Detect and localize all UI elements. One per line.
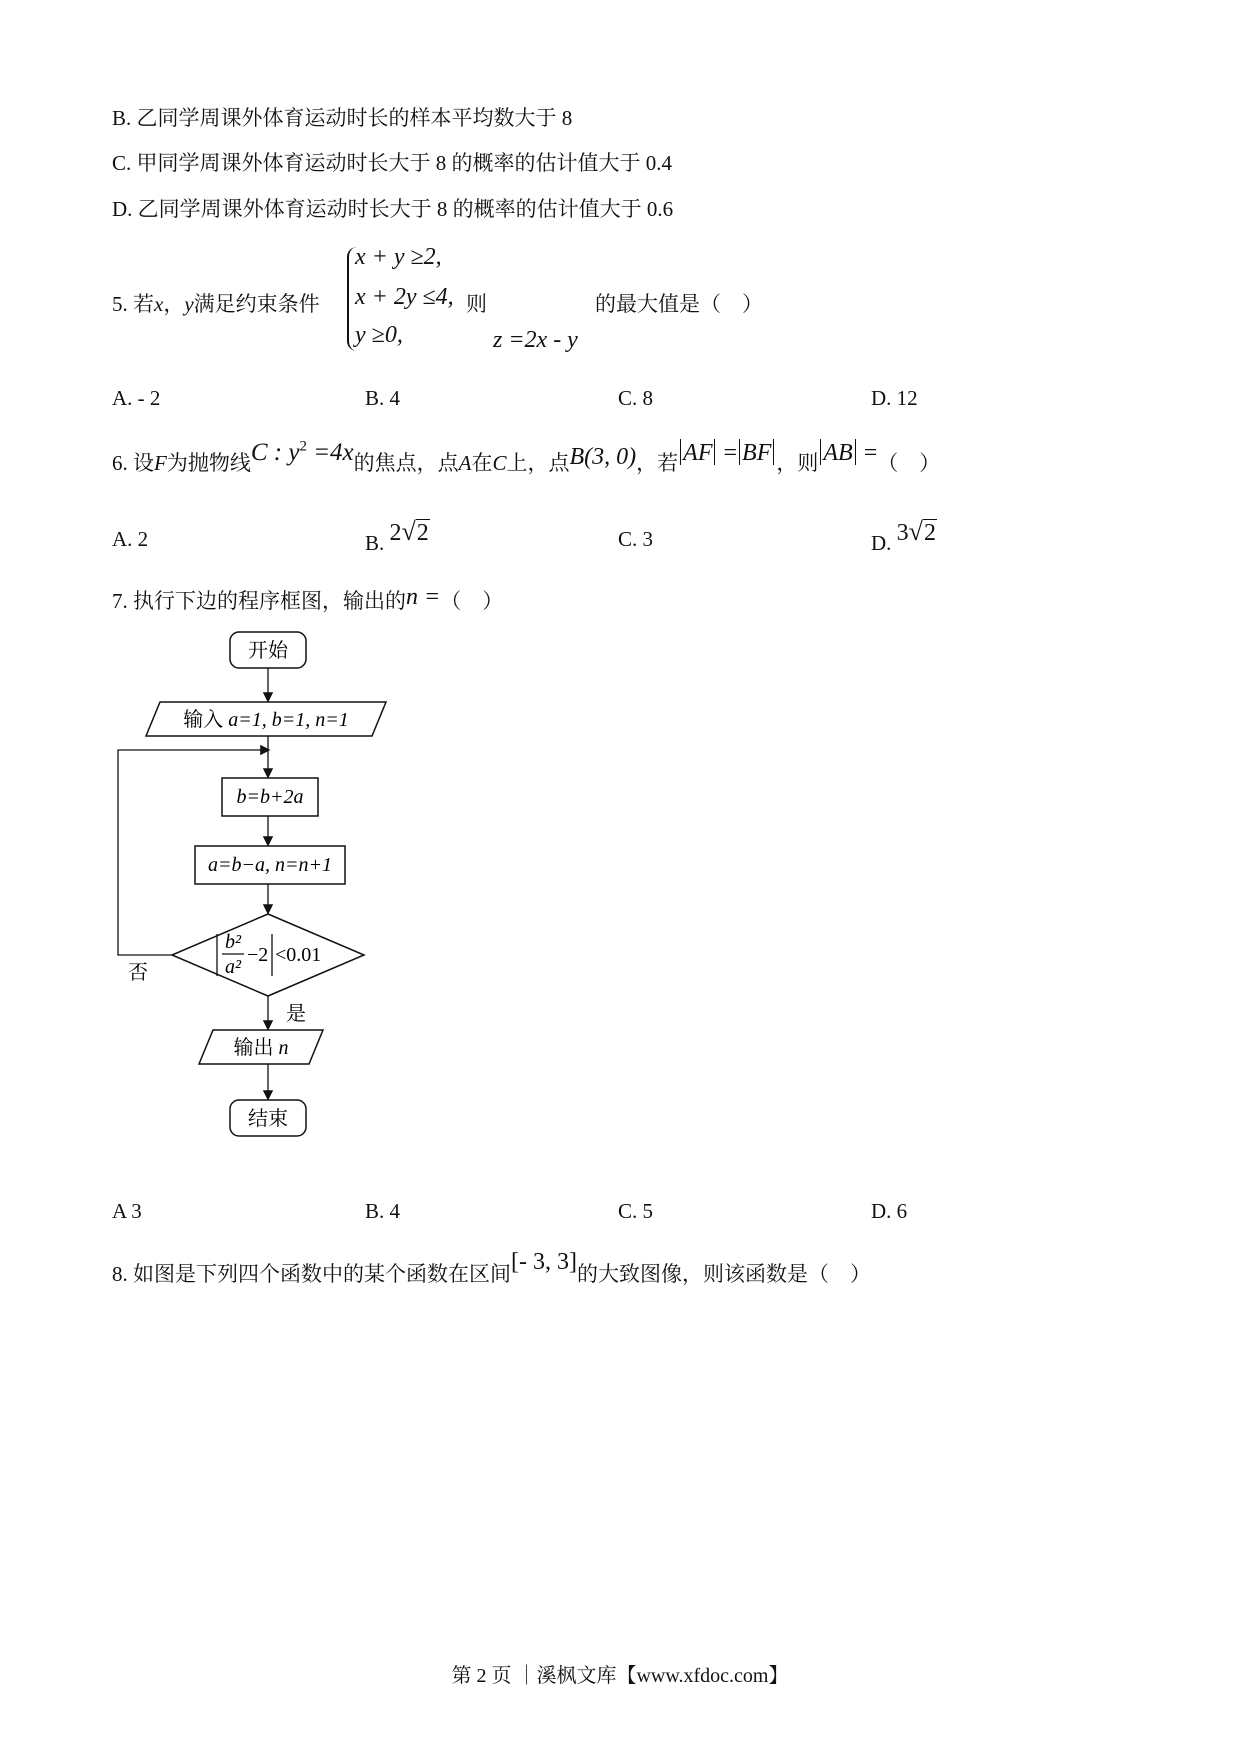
q5-option-a: A. - 2 [112, 386, 161, 410]
option-b-prev: B. 乙同学周课外体育运动时长的样本平均数大于 8 [112, 106, 573, 130]
q7-stem: 7. 执行下边的程序框图，输出的n =（ ） [112, 584, 504, 613]
q5-option-d: D. 12 [871, 386, 918, 410]
step-b-label: b=b+2a [236, 786, 304, 808]
q5-objective: z =2x - y [493, 327, 578, 353]
q8-stem: 8. 如图是下列四个函数中的某个函数在区间[- 3, 3]的大致图像，则该函数是（ ） [112, 1249, 871, 1286]
q6-option-b: B. 2√2 [365, 517, 429, 555]
option-d-prev: D. 乙同学周课外体育运动时长大于 8 的概率的估计值大于 0.6 [112, 197, 674, 221]
q5-stem: 5. 若x，y满足约束条件 [112, 292, 320, 316]
q7-option-d: D. 6 [871, 1199, 908, 1223]
q5-then: 则 [466, 292, 487, 316]
constraint-2: x + 2y ≤4, [355, 284, 454, 310]
interval: [- 3, 3] [511, 1249, 577, 1275]
q6-stem: 6. 设F为抛物线C : $y^2 =4x$的焦点，点A在C上，点B(3, 0)，若 AF = BF ，则 AB =（ ） [112, 438, 941, 475]
q5-suffix: 的最大值是（ ） [595, 292, 763, 316]
cond-rhs: <0.01 [275, 944, 322, 966]
q6-option-a: A. 2 [112, 527, 149, 551]
no-label: 否 [128, 962, 148, 984]
af-eq-bf: AF = BF [678, 440, 776, 466]
q6-option-d: D. 3√2 [871, 517, 936, 555]
flowchart [100, 630, 410, 1160]
step-a-n-label: a=b−a, n=n+1 [208, 854, 332, 876]
ab-expression: AB = [818, 440, 877, 466]
parabola-equation: C : $y^2 =4x$ [250, 438, 354, 466]
output-label: 输出 n [233, 1037, 289, 1059]
q6-option-c: C. 3 [618, 527, 654, 551]
option-c-prev: C. 甲同学周课外体育运动时长大于 8 的概率的估计值大于 0.4 [112, 151, 673, 175]
end-label: 结束 [248, 1108, 288, 1130]
cond-numerator: b² [225, 931, 241, 953]
page-footer: 第 2 页 ｜溪枫文库【www.xfdoc.com】 [451, 1665, 789, 1687]
cond-minus: −2 [247, 944, 269, 966]
constraint-1: x + y ≥2, [355, 244, 442, 270]
point-b: B(3, 0) [569, 444, 637, 470]
q7-option-c: C. 5 [618, 1199, 654, 1223]
yes-label: 是 [286, 1003, 306, 1025]
q7-option-b: B. 4 [365, 1199, 401, 1223]
q5-option-b: B. 4 [365, 386, 401, 410]
q5-option-c: C. 8 [618, 386, 654, 410]
constraint-3: y ≥0, [355, 322, 403, 348]
q7-option-a: A 3 [112, 1199, 142, 1223]
input-label: 输入 a=1, b=1, n=1 [183, 709, 349, 731]
start-label: 开始 [248, 640, 288, 662]
cond-denominator: a² [225, 956, 241, 978]
